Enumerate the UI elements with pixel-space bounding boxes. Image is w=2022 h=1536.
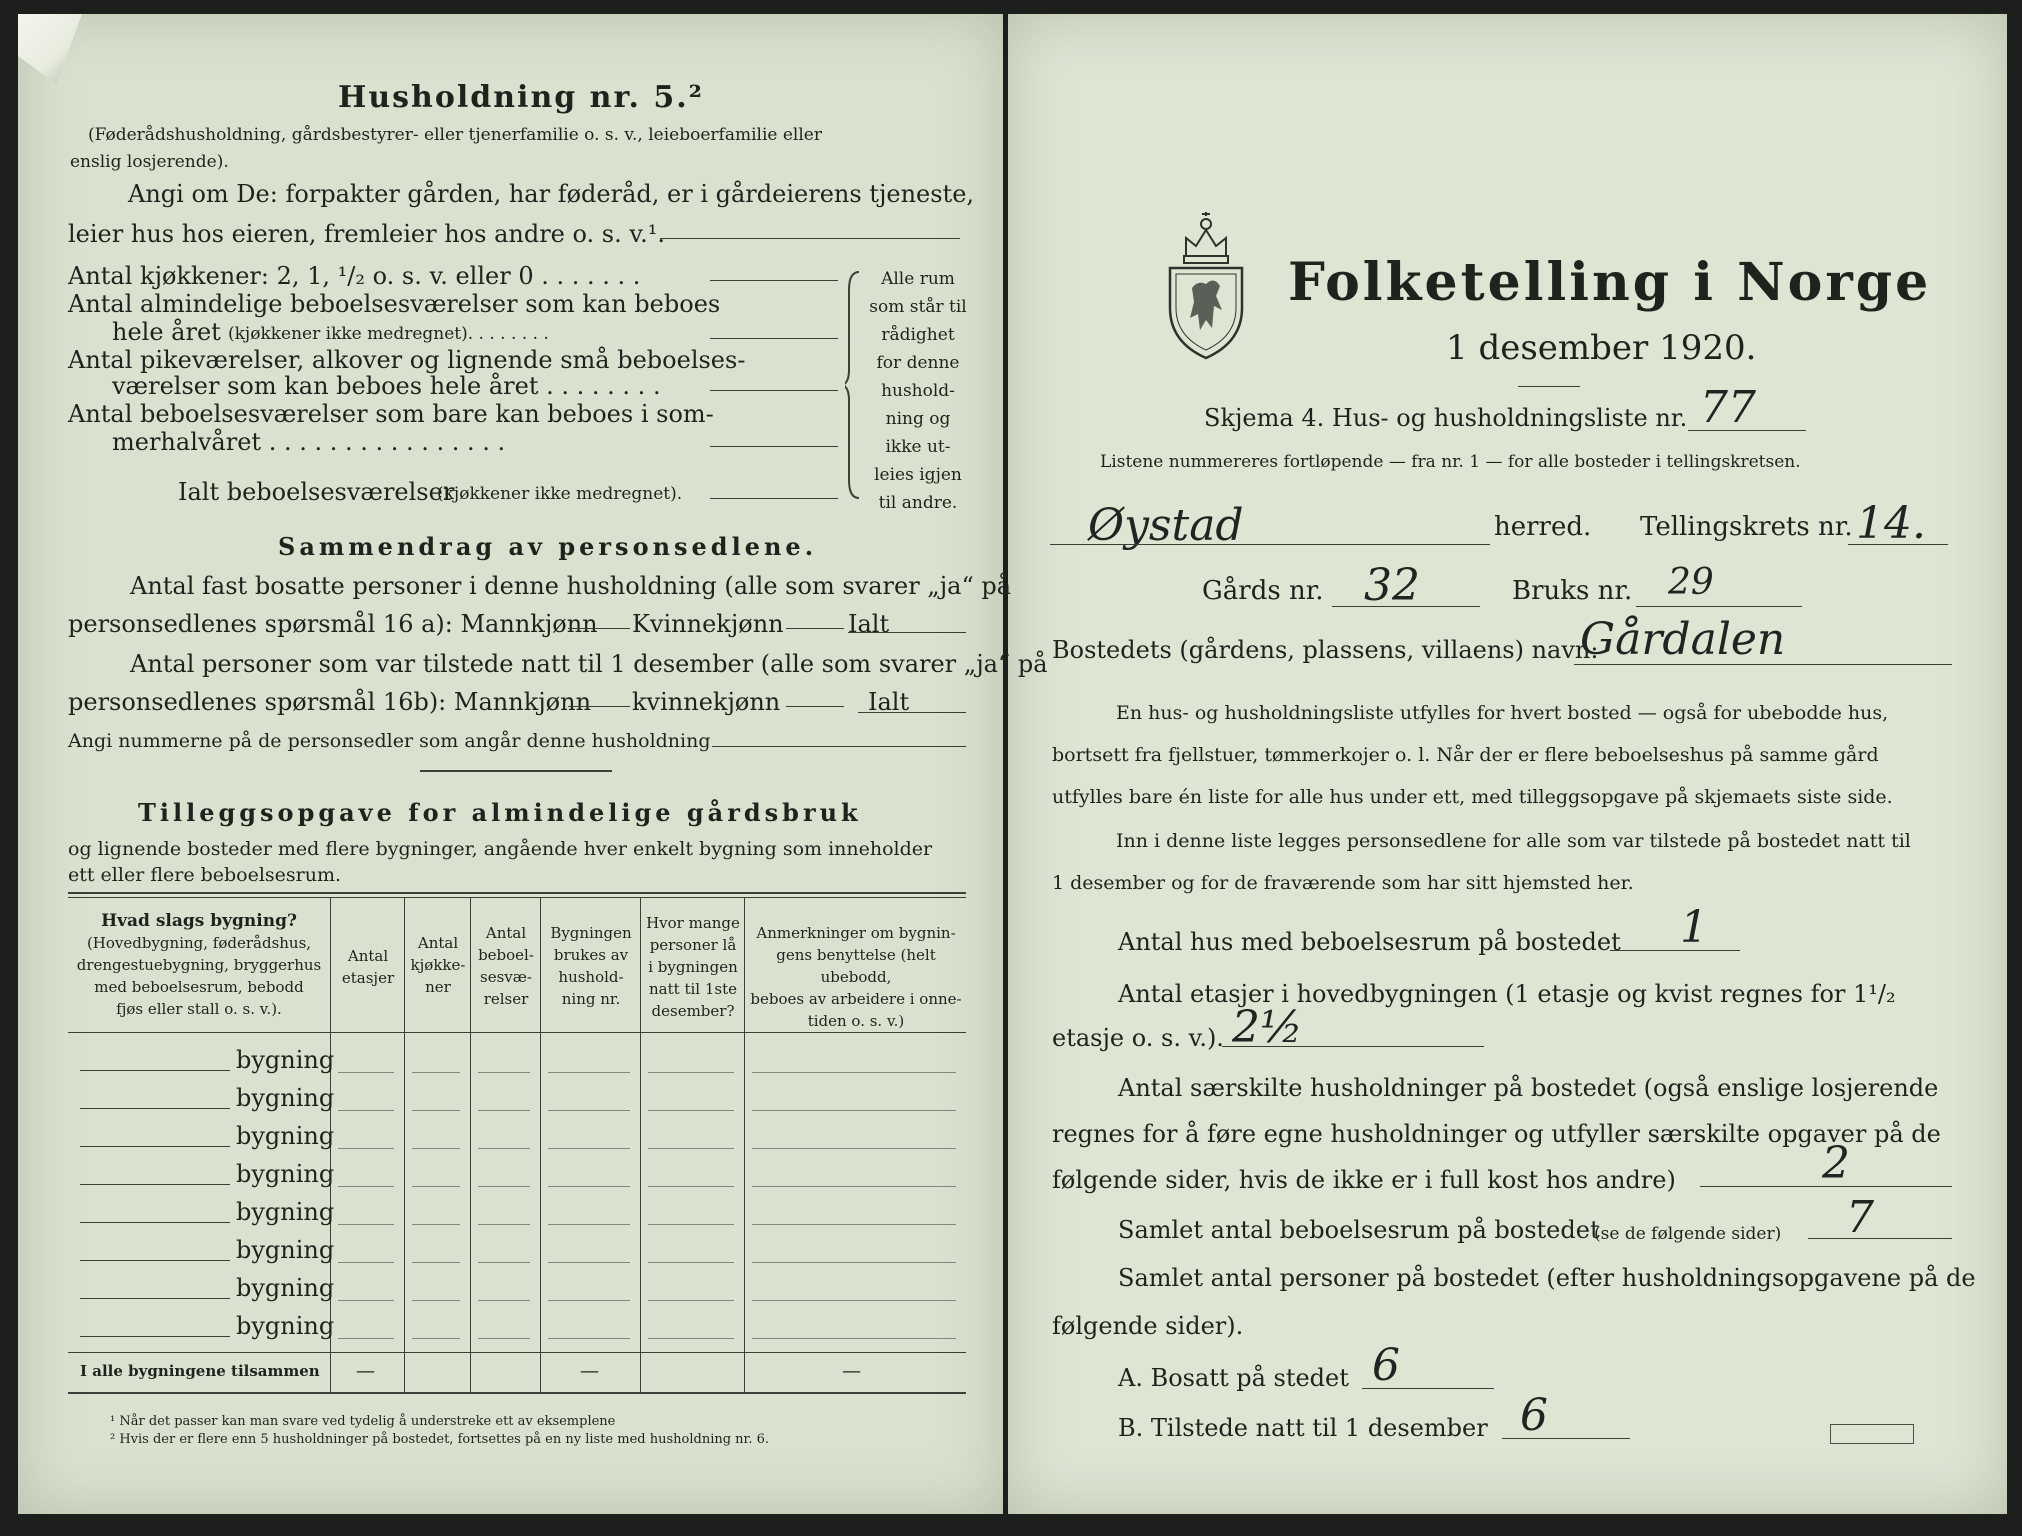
building-row-cell[interactable]: [548, 1186, 630, 1187]
building-row-entry[interactable]: [80, 1222, 230, 1223]
building-row-cell[interactable]: [478, 1186, 530, 1187]
total-dash-2: —: [580, 1360, 599, 1382]
summary-p1-line2: personsedlenes spørsmål 16 a): Mannkjønn: [68, 610, 598, 638]
census-date: 1 desember 1920.: [1446, 328, 1757, 368]
summary-p2-ialt: Ialt: [868, 688, 910, 716]
col-anmerkninger-header: Anmerkninger om bygnin- gens benyttelse (helt ubebodd, beboes av arbeidere i onne- tiden o. s. v.): [750, 924, 962, 1030]
building-row-entry[interactable]: [80, 1260, 230, 1261]
building-row-entry[interactable]: [80, 1108, 230, 1109]
building-row-cell[interactable]: [412, 1262, 460, 1263]
summary-p1-ialt: Ialt: [848, 610, 890, 638]
summary-p2-kvinne: kvinnekjønn: [632, 688, 781, 716]
building-row-cell[interactable]: [478, 1224, 530, 1225]
building-row-cell[interactable]: [752, 1300, 956, 1301]
building-row-cell[interactable]: [548, 1072, 630, 1073]
building-row-label: bygning: [236, 1122, 335, 1150]
building-row-cell[interactable]: [338, 1072, 394, 1073]
col-etasjer-header: Antal etasjer: [341, 947, 395, 987]
household-title: Husholdning nr. 5.²: [338, 80, 704, 115]
col-husholdning-header: Bygningen brukes av hushold- ning nr.: [550, 924, 632, 1008]
building-row-label: bygning: [236, 1160, 335, 1188]
tilstede-value[interactable]: 6: [1520, 1390, 1548, 1441]
summary-p1-kvinne: Kvinnekjønn: [632, 610, 784, 638]
building-row-cell[interactable]: [752, 1186, 956, 1187]
q-rum-note: (se de følgende sider): [1594, 1224, 1782, 1244]
building-row-label: bygning: [236, 1198, 335, 1226]
q-pers-1: Samlet antal personer på bostedet (efter husholdningsopgavene på de: [1118, 1264, 1976, 1292]
building-row-cell[interactable]: [412, 1148, 460, 1149]
farm-line-2: ett eller flere beboelsesrum.: [68, 864, 342, 886]
building-row-cell[interactable]: [648, 1300, 734, 1301]
rooms-summer-2: merhalvåret . . . . . . . . . . . . . . . .: [112, 428, 506, 456]
q-hush-value[interactable]: 2: [1822, 1138, 1850, 1189]
building-row-cell[interactable]: [412, 1300, 460, 1301]
info-line-2: bortsett fra fjellstuer, tømmerkojer o. l. Når der er flere beboelseshus på samme gård: [1052, 744, 1879, 766]
building-row-cell[interactable]: [548, 1224, 630, 1225]
building-row-cell[interactable]: [338, 1300, 394, 1301]
summary-p2-line2: personsedlenes spørsmål 16b): Mannkjønn: [68, 688, 592, 716]
brace-icon: [845, 270, 865, 500]
bosatt-value[interactable]: 6: [1372, 1340, 1400, 1391]
building-row-cell[interactable]: [548, 1300, 630, 1301]
herred-value[interactable]: Øystad: [1088, 500, 1244, 551]
q-pers-2: følgende sider).: [1052, 1312, 1244, 1340]
q-etasjer-2: etasje o. s. v.).: [1052, 1024, 1224, 1052]
building-row-cell[interactable]: [412, 1338, 460, 1339]
summary-angi: Angi nummerne på de personsedler som angår denne husholdning: [68, 730, 711, 752]
building-row-cell[interactable]: [548, 1262, 630, 1263]
rooms-total: Ialt beboelsesværelser: [178, 478, 455, 506]
building-row-label: bygning: [236, 1274, 335, 1302]
printer-stamp: [1830, 1424, 1914, 1444]
building-row-cell[interactable]: [412, 1224, 460, 1225]
building-row-cell[interactable]: [478, 1338, 530, 1339]
info-line-1: En hus- og husholdningsliste utfylles for hvert bosted — også for ubebodde hus,: [1116, 702, 1889, 724]
angi-line-2: leier hus hos eieren, fremleier hos andre o. s. v.¹.: [68, 220, 665, 248]
q-etasjer-value[interactable]: 2½: [1232, 1002, 1303, 1053]
q-hush-1: Antal særskilte husholdninger på bostedet (også enslige losjerende: [1118, 1074, 1939, 1102]
bruks-label: Bruks nr.: [1512, 576, 1633, 606]
farm-heading: Tilleggsopgave for almindelige gårdsbruk: [138, 798, 862, 827]
building-row-cell[interactable]: [752, 1224, 956, 1225]
side-note: Alle rum som står til rådighet for denne hushold- ning og ikke ut- leies igjen til andre.: [869, 269, 967, 513]
building-row-cell[interactable]: [548, 1110, 630, 1111]
building-row-label: bygning: [236, 1084, 335, 1112]
q-hush-3: følgende sider, hvis de ikke er i full kost hos andre): [1052, 1166, 1676, 1194]
col-kjokkener-header: Antal kjøkke- ner: [410, 934, 466, 996]
q-hush-2: regnes for å føre egne husholdninger og utfyller særskilte opgaver på de: [1052, 1120, 1941, 1148]
building-row-cell[interactable]: [338, 1148, 394, 1149]
building-row-cell[interactable]: [752, 1110, 956, 1111]
footnote-1: ¹ Når det passer kan man svare ved tydelig å understreke ett av eksemplene: [110, 1414, 616, 1429]
building-row-cell[interactable]: [548, 1338, 630, 1339]
building-row-label: bygning: [236, 1046, 335, 1074]
building-row-cell[interactable]: [752, 1262, 956, 1263]
total-dash-1: —: [356, 1360, 375, 1382]
q-hus-label: Antal hus med beboelsesrum på bostedet: [1118, 928, 1621, 956]
building-row-entry[interactable]: [80, 1298, 230, 1299]
building-row-cell[interactable]: [338, 1262, 394, 1263]
building-row-cell[interactable]: [338, 1224, 394, 1225]
q-etasjer-1: Antal etasjer i hovedbygningen (1 etasje og kvist regnes for 1¹/₂: [1118, 980, 1896, 1008]
q-hus-value[interactable]: 1: [1680, 902, 1708, 953]
building-row-cell[interactable]: [478, 1148, 530, 1149]
bosted-value[interactable]: Gårdalen: [1580, 614, 1786, 665]
info-line-3: utfylles bare én liste for alle hus under ett, med tilleggsopgave på skjemaets siste side.: [1052, 786, 1893, 808]
listene-note: Listene nummereres fortløpende — fra nr. 1 — for alle bosteder i tellingskretsen.: [1100, 452, 1801, 472]
bosatt-label: A. Bosatt på stedet: [1118, 1364, 1349, 1392]
herred-label: herred.: [1494, 512, 1592, 542]
building-row-cell[interactable]: [338, 1186, 394, 1187]
building-row-cell[interactable]: [648, 1338, 734, 1339]
building-row-entry[interactable]: [80, 1146, 230, 1147]
building-row-cell[interactable]: [648, 1224, 734, 1225]
building-row-entry[interactable]: [80, 1184, 230, 1185]
rooms-maid-1: Antal pikeværelser, alkover og lignende små beboelses-: [68, 346, 746, 374]
tellingskrets-value[interactable]: 14.: [1856, 498, 1926, 549]
col-building-header: Hvad slags bygning? (Hovedbygning, føderådshus, drengestuebygning, bryggerhus med beboelsesrum, bebodd fjøs eller stall o. s. v.).: [76, 911, 322, 1018]
building-row-cell[interactable]: [648, 1072, 734, 1073]
bosted-label: Bostedets (gårdens, plassens, villaens) navn:: [1052, 636, 1599, 664]
household-subtitle-2: enslig losjerende).: [70, 152, 229, 172]
total-dash-3: —: [842, 1360, 861, 1382]
rooms-summer-1: Antal beboelsesværelser som bare kan beboes i som-: [68, 400, 714, 428]
norway-coat-of-arms-icon: [1164, 210, 1248, 362]
summary-heading: Sammendrag av personsedlene.: [278, 532, 818, 561]
building-row-cell[interactable]: [752, 1072, 956, 1073]
building-row-cell[interactable]: [648, 1148, 734, 1149]
building-row-cell[interactable]: [478, 1072, 530, 1073]
summary-p1-line1: Antal fast bosatte personer i denne husholdning (alle som svarer „ja“ på: [130, 572, 1012, 600]
building-row-cell[interactable]: [338, 1338, 394, 1339]
q-rum-label: Samlet antal beboelsesrum på bostedet: [1118, 1216, 1600, 1244]
building-row-label: bygning: [236, 1312, 335, 1340]
building-row-cell[interactable]: [548, 1148, 630, 1149]
col-vaerelser-header: Antal beboel- sesvæ- relser: [478, 924, 534, 1008]
building-row-cell[interactable]: [412, 1072, 460, 1073]
census-title: Folketelling i Norge: [1288, 252, 1932, 313]
rooms-kitchens: Antal kjøkkener: 2, 1, ¹/₂ o. s. v. eller 0 . . . . . . .: [68, 262, 641, 290]
summary-p2-line1: Antal personer som var tilstede natt til 1 desember (alle som svarer „ja“ på: [130, 650, 1048, 678]
building-row-cell[interactable]: [412, 1186, 460, 1187]
rooms-ordinary-2: hele året: [112, 318, 221, 346]
building-row-entry[interactable]: [80, 1336, 230, 1337]
building-row-cell[interactable]: [648, 1186, 734, 1187]
bruks-value[interactable]: 29: [1668, 562, 1714, 603]
tilstede-label: B. Tilstede natt til 1 desember: [1118, 1414, 1488, 1442]
rooms-ordinary-note: (kjøkkener ikke medregnet). . . . . . . .: [228, 324, 549, 344]
household-subtitle: (Føderådshusholdning, gårdsbestyrer- eller tjenerfamilie o. s. v., leieboerfamilie eller: [88, 125, 822, 145]
col-personer-header: Hvor mange personer lå i bygningen natt til 1ste desember?: [646, 914, 740, 1020]
info-line-5: 1 desember og for de fraværende som har sitt hjemsted her.: [1052, 872, 1634, 894]
total-row-label: I alle bygningene tilsammen: [80, 1362, 320, 1380]
skjema-number[interactable]: 77: [1700, 382, 1756, 433]
building-row-cell[interactable]: [478, 1262, 530, 1263]
info-line-4: Inn i denne liste legges personsedlene for alle som var tilstede på bostedet natt til: [1116, 830, 1911, 852]
building-row-cell[interactable]: [478, 1300, 530, 1301]
building-row-cell[interactable]: [648, 1110, 734, 1111]
building-row-label: bygning: [236, 1236, 335, 1264]
rooms-maid-2: værelser som kan beboes hele året . . . . . . . .: [112, 372, 661, 400]
building-row-cell[interactable]: [648, 1262, 734, 1263]
farm-line-1: og lignende bosteder med flere bygninger, angående hver enkelt bygning som inneholder: [68, 838, 933, 860]
building-row-cell[interactable]: [478, 1110, 530, 1111]
gards-value[interactable]: 32: [1364, 560, 1420, 611]
q-rum-value[interactable]: 7: [1846, 1192, 1874, 1243]
skjema-label: Skjema 4. Hus- og husholdningsliste nr.: [1204, 404, 1688, 432]
rooms-ordinary-1: Antal almindelige beboelsesværelser som kan beboes: [68, 290, 721, 318]
gards-label: Gårds nr.: [1202, 576, 1324, 606]
building-row-cell[interactable]: [752, 1148, 956, 1149]
angi-line-1: Angi om De: forpakter gården, har føderåd, er i gårdeierens tjeneste,: [128, 180, 975, 208]
building-row-entry[interactable]: [80, 1070, 230, 1071]
rooms-total-note: (kjøkkener ikke medregnet).: [437, 484, 683, 504]
building-row-cell[interactable]: [412, 1110, 460, 1111]
footnote-2: ² Hvis der er flere enn 5 husholdninger på bostedet, fortsettes på en ny liste med husholdning nr. 6.: [110, 1432, 770, 1447]
tellingskrets-label: Tellingskrets nr.: [1640, 512, 1853, 542]
building-row-cell[interactable]: [338, 1110, 394, 1111]
building-row-cell[interactable]: [752, 1338, 956, 1339]
